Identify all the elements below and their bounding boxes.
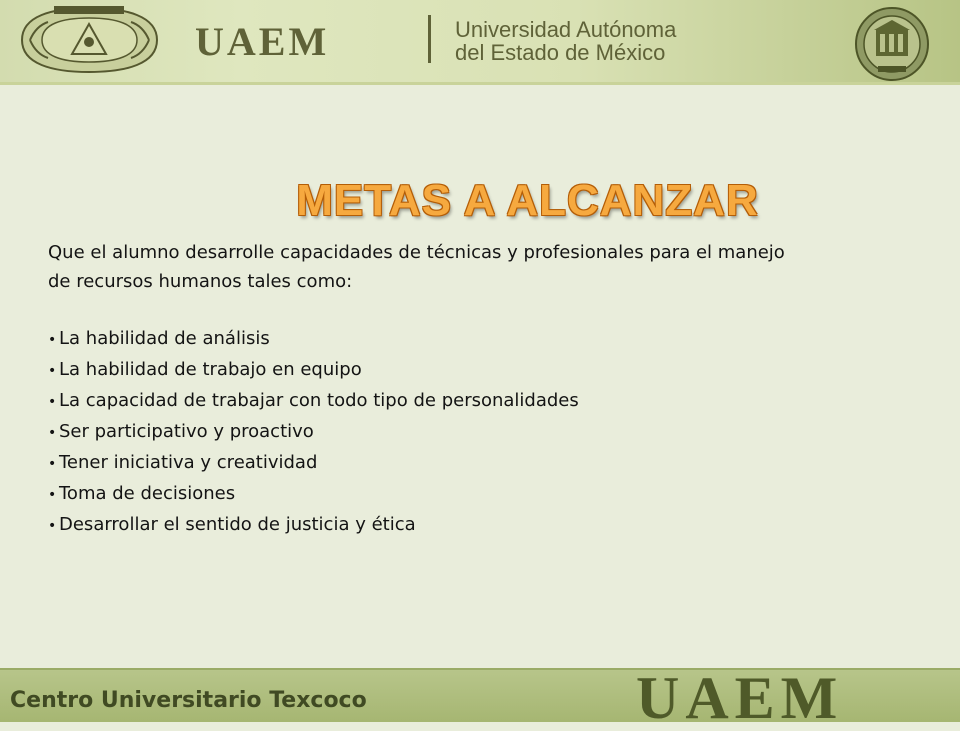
list-item: • La habilidad de trabajo en equipo [48,355,579,386]
coat-of-arms-icon [12,4,167,76]
bullet-icon: • [48,456,57,472]
list-item: • La habilidad de análisis [48,324,579,355]
slide-title: METAS A ALCANZAR [296,176,759,225]
bullet-icon: • [48,394,57,410]
list-item: • Desarrollar el sentido de justicia y ética [48,510,579,541]
goals-list [48,324,579,541]
university-name-line1: Universidad Autónoma [455,17,677,42]
intro-paragraph: Que el alumno desarrolle capacidades de técnicas y profesionales para el manejo de recursos humanos tales como: [48,242,785,292]
list-item: • La capacidad de trabajar con todo tipo de personalidades [48,386,579,417]
list-item: • Tener iniciativa y creatividad [48,448,579,479]
building-seal-icon [840,6,944,82]
university-name [455,18,676,64]
bullet-icon: • [48,487,57,503]
bullet-icon: • [48,332,57,348]
footer-brand-logo: UAEM [636,665,844,731]
bullet-icon: • [48,518,57,534]
list-item: • Ser participativo y proactivo [48,417,579,448]
campus-name: Centro Universitario Texcoco [10,688,367,713]
university-name-line2: del Estado de México [455,40,666,65]
header-band [0,0,960,85]
list-item: • Toma de decisiones [48,479,579,510]
bullet-icon: • [48,363,57,379]
bullet-icon: • [48,425,57,441]
header-divider [428,15,431,63]
header-brand-logo: UAEM [195,19,330,64]
